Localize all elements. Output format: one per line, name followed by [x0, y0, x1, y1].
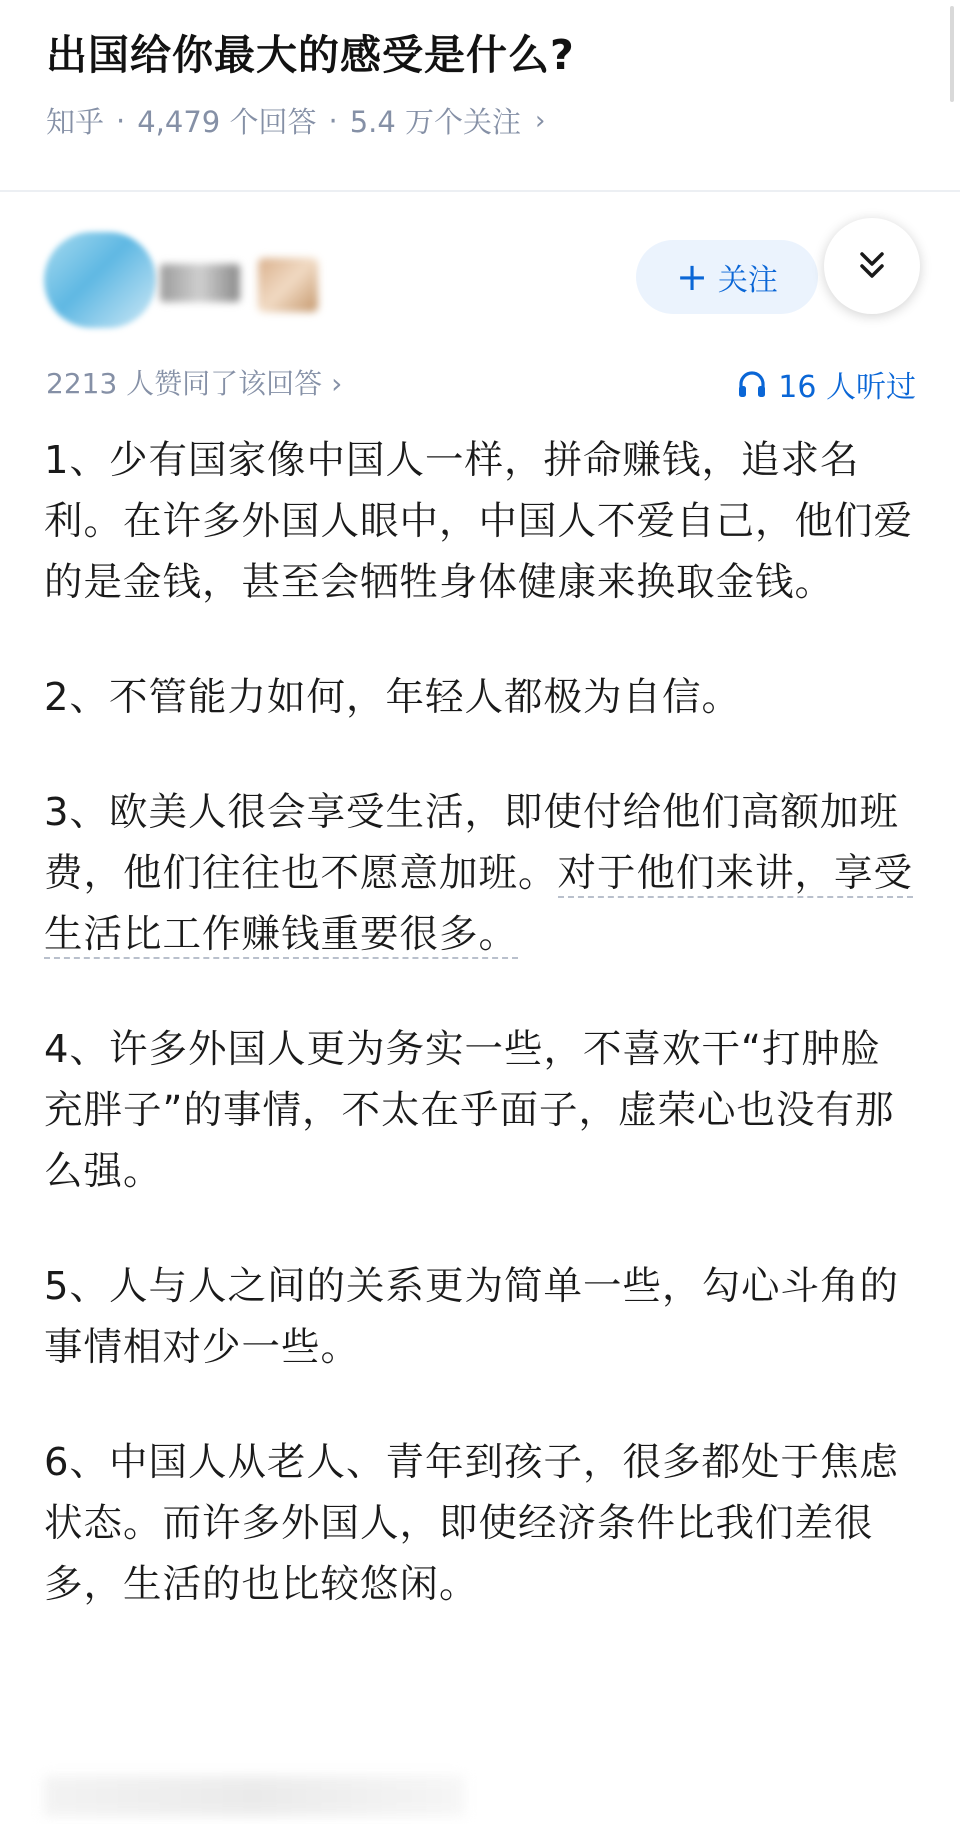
answer-paragraph: 4、许多外国人更为务实一些，不喜欢干“打肿脸充胖子”的事情，不太在乎面子，虚荣心也没有那么强。 — [44, 1027, 895, 1194]
answer-paragraph: 2、不管能力如何，年轻人都极为自信。 — [44, 675, 741, 720]
follow-button[interactable] — [636, 240, 818, 314]
stats-row — [46, 362, 916, 408]
question-meta[interactable] — [46, 100, 545, 141]
collapse-button[interactable] — [824, 218, 920, 314]
divider — [0, 190, 960, 192]
answer-paragraph: 5、人与人之间的关系更为简单一些，勾心斗角的事情相对少一些。 — [44, 1264, 899, 1370]
answer-count: 4,479 个回答 — [137, 105, 317, 139]
highlighted-text[interactable]: 对于他们来讲，享受生活比工作赚钱重要很多。 — [44, 851, 914, 957]
answer-text: 3、欧美人很会享受生活，即使付给他们高额加班费，他们往往也不愿意加班。 — [44, 790, 899, 896]
meta-separator: · — [328, 103, 338, 138]
blurred-footer — [44, 1776, 464, 1816]
scrollbar[interactable] — [950, 6, 954, 102]
headphones-icon — [736, 368, 768, 400]
author-row — [0, 222, 960, 332]
source-label: 知乎 — [46, 105, 105, 139]
answer-paragraph: 1、少有国家像中国人一样，拼命赚钱，追求名利。在许多外国人眼中，中国人不爱自己，他们爱的是金钱，甚至会牺牲身体健康来换取金钱。 — [44, 438, 914, 605]
question-header — [0, 0, 960, 190]
listen-count: 16 人听过 — [778, 370, 916, 405]
answer-body — [44, 430, 914, 1669]
question-title[interactable]: 出国给你最大的感受是什么? — [46, 31, 575, 79]
follow-label: 关注 — [717, 263, 778, 298]
chevron-double-down-icon — [852, 246, 892, 286]
follower-count: 5.4 万个关注 — [349, 105, 522, 139]
author-badge-blurred — [258, 258, 318, 312]
listen-count-link[interactable] — [736, 362, 916, 406]
author-name-blurred[interactable] — [160, 264, 240, 302]
vote-count-link[interactable] — [46, 362, 342, 402]
chevron-right-icon: › — [331, 367, 343, 400]
meta-separator: · — [116, 103, 126, 138]
avatar[interactable] — [44, 232, 156, 328]
answer-paragraph — [44, 782, 914, 965]
plus-icon: + — [676, 255, 708, 299]
chevron-right-icon: › — [535, 105, 546, 136]
vote-count: 2213 人赞同了该回答 — [46, 367, 323, 400]
answer-paragraph: 6、中国人从老人、青年到孩子，很多都处于焦虑状态。而许多外国人，即使经济条件比我们差很多，生活的也比较悠闲。 — [44, 1440, 899, 1607]
